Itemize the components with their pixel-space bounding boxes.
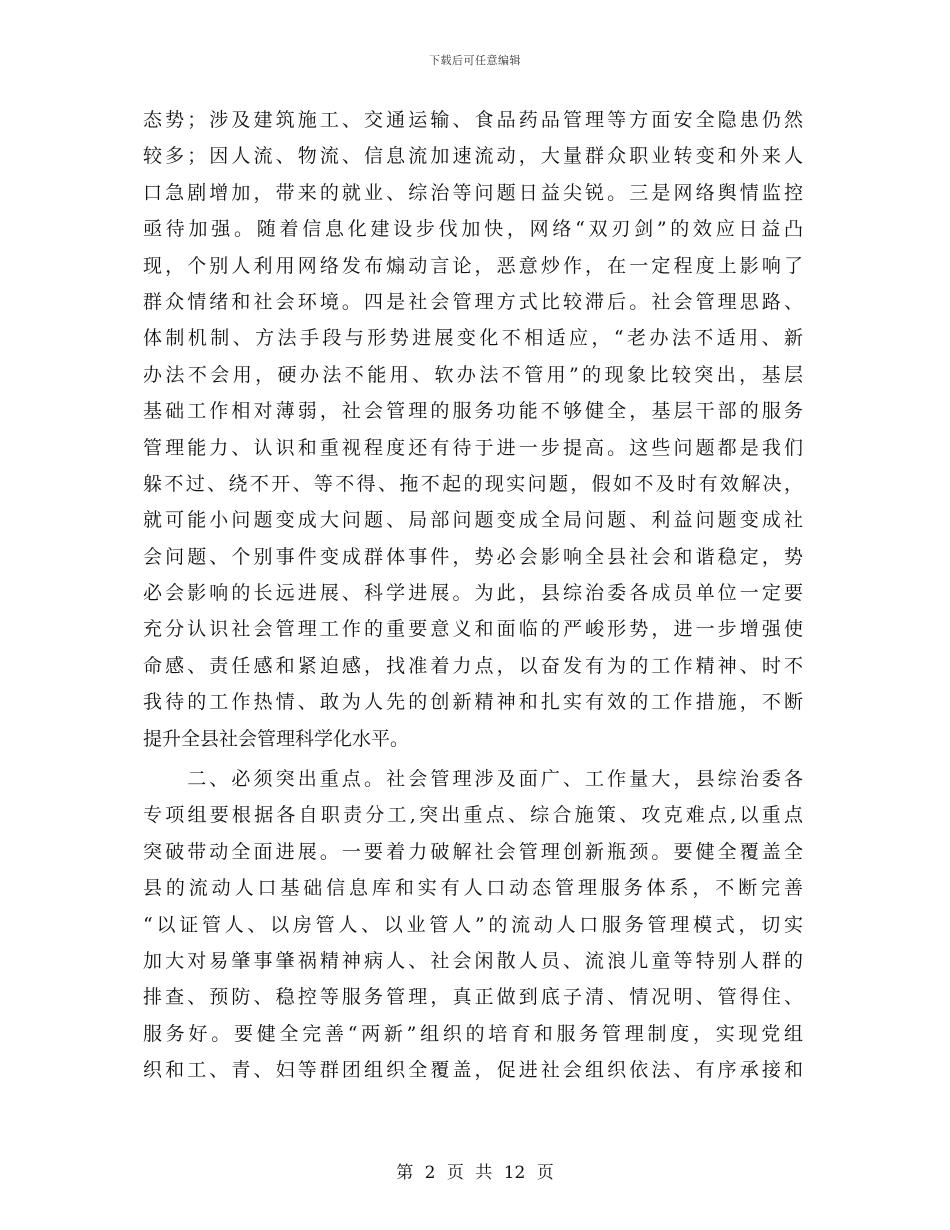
text-line: 二、必须突出重点。社会管理涉及面广、工作量大，县综治委各	[143, 768, 803, 791]
text-line: 提升全县社会管理科学化水平。	[143, 727, 410, 750]
paragraph-2	[143, 761, 803, 1089]
text-line: 就可能小问题变成大问题、局部问题变成全局问题、利益问题变成社	[143, 509, 803, 532]
text-line: 管理能力、认识和重视程度还有待于进一步提高。这些问题都是我们	[143, 436, 803, 459]
text-line: 突破带动全面进展。一要着力破解社会管理创新瓶颈。要健全覆盖全	[143, 840, 803, 863]
text-line: 基础工作相对薄弱，社会管理的服务功能不够健全，基层干部的服务	[143, 400, 803, 423]
text-line: 县的流动人口基础信息库和实有人口动态管理服务体系，不断完善	[143, 877, 803, 900]
text-line: “以证管人、以房管人、以业管人”的流动人口服务管理模式，切实	[143, 913, 803, 936]
text-line: 口急剧增加，带来的就业、综治等问题日益尖锐。三是网络舆情监控	[143, 181, 803, 204]
text-line: 我待的工作热情、敢为人先的创新精神和扎实有效的工作措施，不断	[143, 691, 803, 714]
text-line: 亟待加强。随着信息化建设步伐加快，网络“双刃剑”的效应日益凸	[143, 218, 803, 241]
text-line: 织和工、青、妇等群团组织全覆盖，促进社会组织依法、有序承接和	[143, 1059, 803, 1082]
text-line: 会问题、个别事件变成群体事件，势必会影响全县社会和谐稳定，势	[143, 545, 803, 568]
page-number-footer: 第 2 页 共 12 页	[396, 1163, 554, 1183]
text-line: 必会影响的长远进展、科学进展。为此，县综治委各成员单位一定要	[143, 582, 803, 605]
text-line: 命感、责任感和紧迫感，找准着力点，以奋发有为的工作精神、时不	[143, 654, 803, 677]
text-line: 现，个别人利用网络发布煽动言论，恶意炒作，在一定程度上影响了	[143, 254, 803, 277]
text-line: 态势；涉及建筑施工、交通运输、食品药品管理等方面安全隐患仍然	[143, 109, 803, 131]
paragraph-1	[143, 102, 803, 757]
text-line: 服务好。要健全完善“两新”组织的培育和服务管理制度，实现党组	[143, 1022, 803, 1045]
text-line: 专项组要根据各自职责分工,突出重点、综合施策、攻克难点,以重点	[143, 804, 803, 827]
text-line: 充分认识社会管理工作的重要意义和面临的严峻形势，进一步增强使	[143, 618, 803, 641]
text-line: 办法不会用，硬办法不能用、软办法不管用”的现象比较突出，基层	[143, 363, 803, 386]
text-line: 加大对易肇事肇祸精神病人、社会闲散人员、流浪儿童等特别人群的	[143, 949, 803, 972]
text-line: 躲不过、绕不开、等不得、拖不起的现实问题，假如不及时有效解决，	[143, 472, 803, 495]
page-header-note: 下载后可任意编辑	[429, 54, 521, 67]
document-body	[143, 102, 803, 1089]
text-line: 体制机制、方法手段与形势进展变化不相适应，“老办法不适用、新	[143, 327, 803, 350]
text-line: 较多；因人流、物流、信息流加速流动，大量群众职业转变和外来人	[143, 145, 803, 168]
text-line: 排查、预防、稳控等服务管理，真正做到底子清、情况明、管得住、	[143, 986, 803, 1009]
text-line: 群众情绪和社会环境。四是社会管理方式比较滞后。社会管理思路、	[143, 290, 803, 313]
